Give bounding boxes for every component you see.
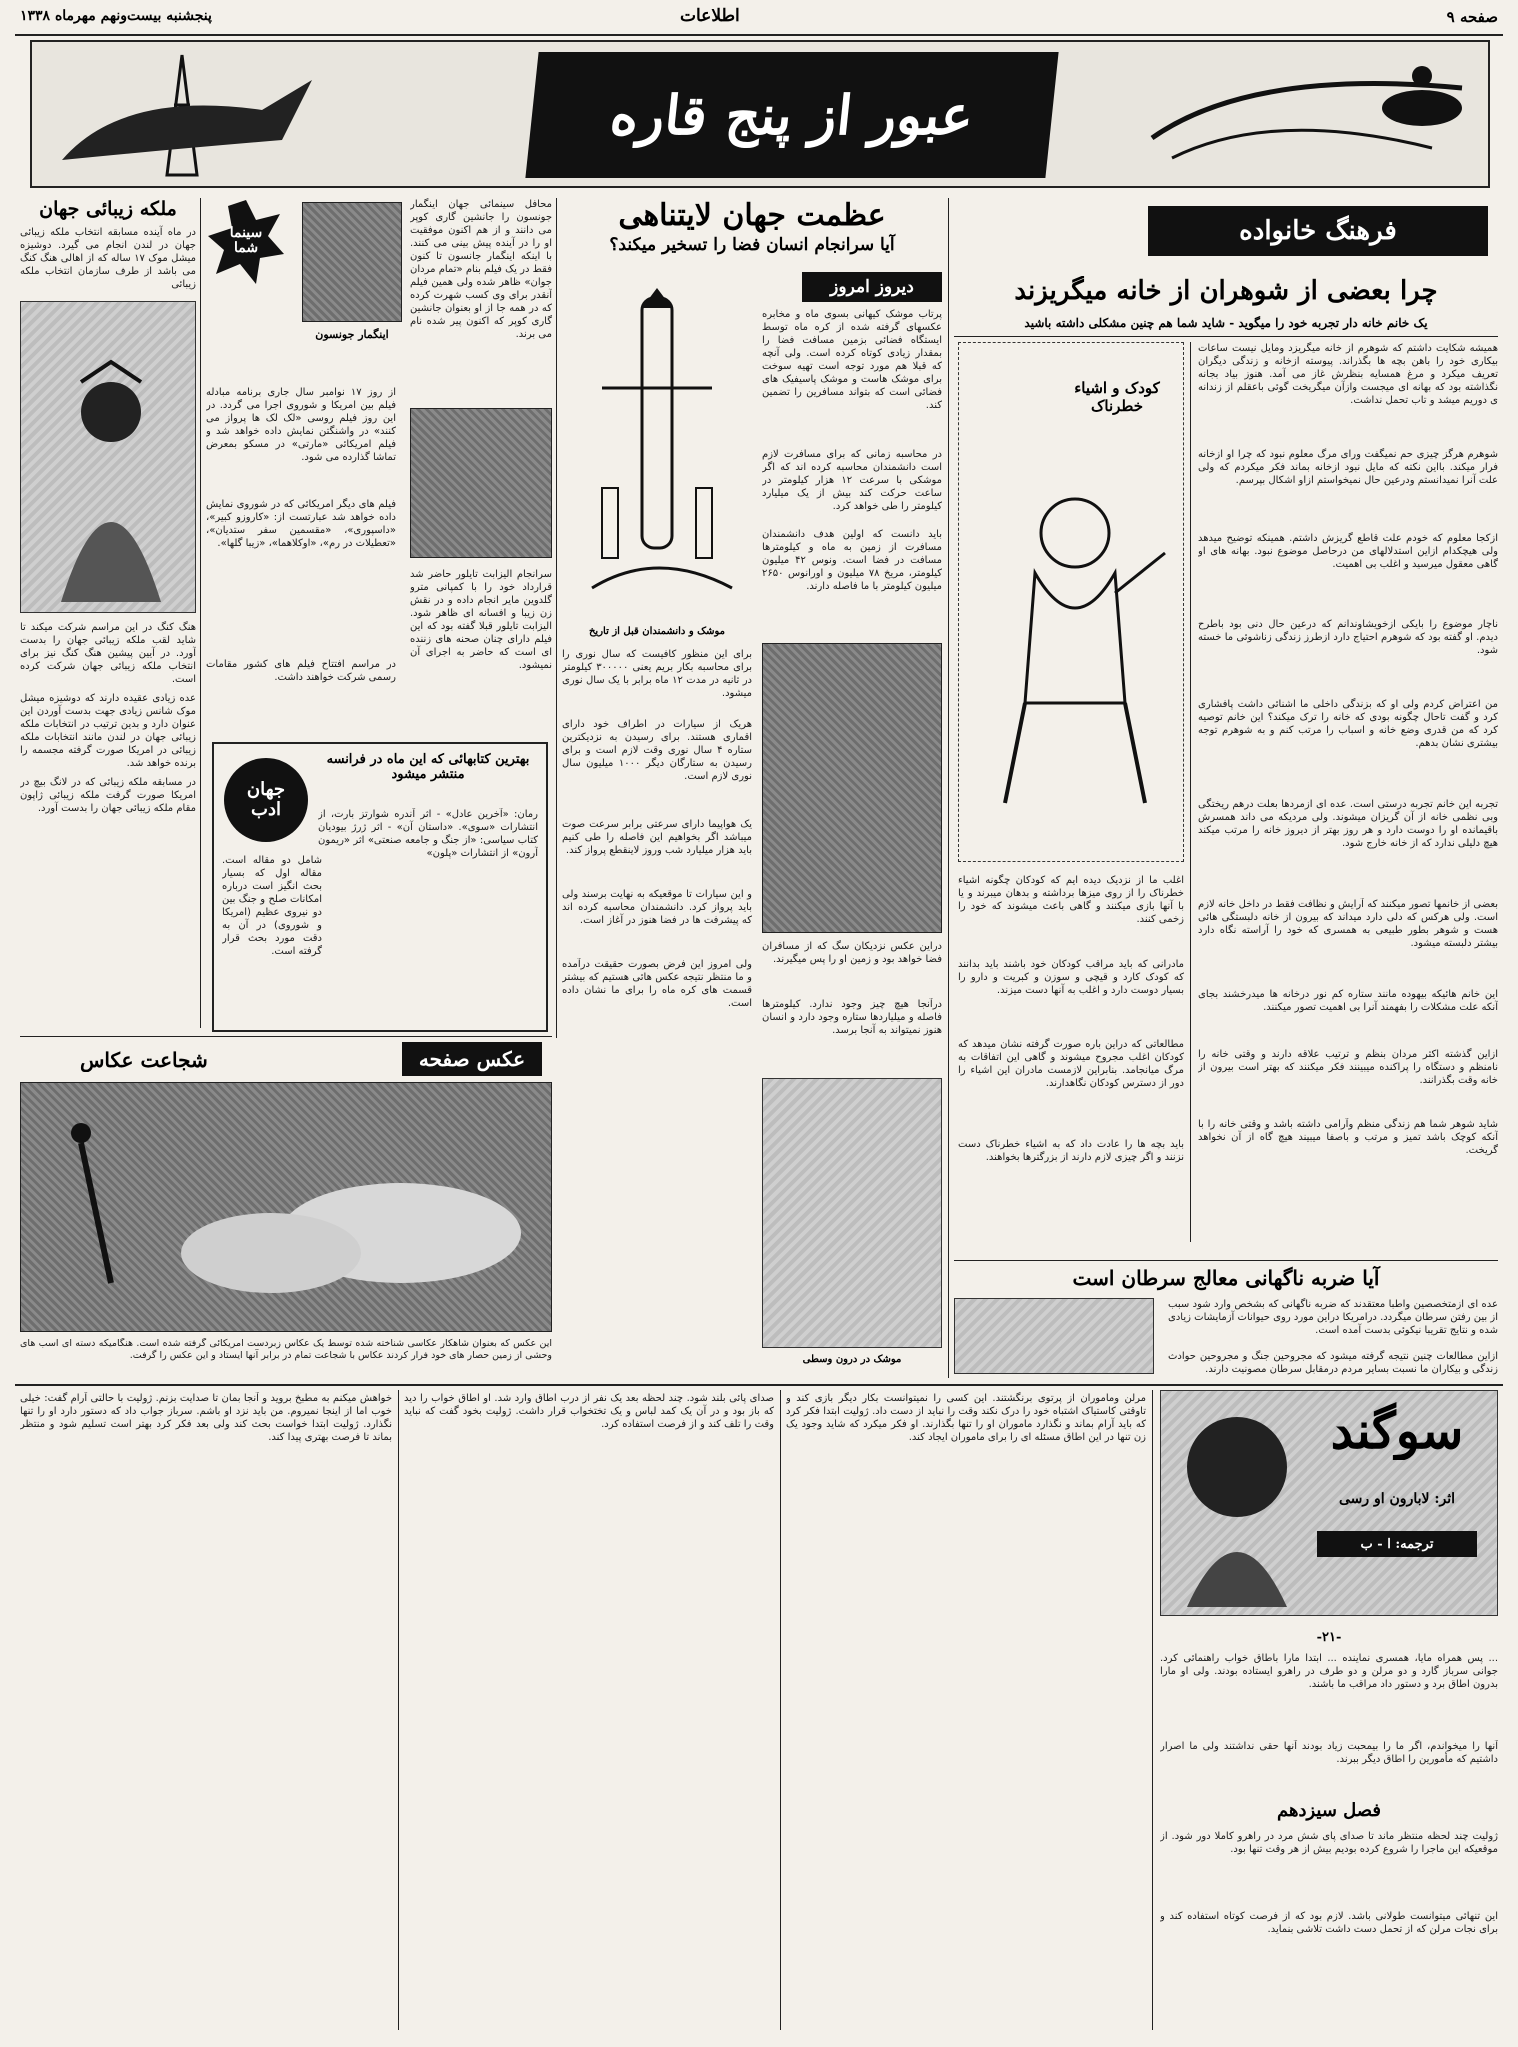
- horses-photo: [20, 1082, 552, 1332]
- taylor-caption: سرانجام الیزابت تایلور حاضر شد قرارداد خود را با کمپانی مترو گلدوین مایر انجام داده و در نقش زن زیبا و افسانه ای ظاهر شود. الیزابت تایلور قبلا گفته بود که این فیلم دارای چنان صحنه های زننده ای است که حاضر به اجرای آن نمیشود.: [410, 569, 552, 671]
- space-title: عظمت جهان لایتناهی: [618, 198, 886, 233]
- space-para-7: و این سیارات تا موقعیکه به نهایت برسند ولی باید پرواز کرد. دانشمندان محاسبه کرده اند که پیشرفت ها در فضا هنوز در آغاز است.: [562, 889, 752, 926]
- dog-caption: دراین عکس نزدیکان سگ که از مسافران فضا خواهد بود و زمین او را پس میگیرند.: [762, 941, 942, 965]
- queen-section: [20, 198, 196, 1028]
- page-header: [20, 6, 1498, 32]
- woman-portrait-icon: [1167, 1397, 1307, 1607]
- rocket-caption: موشک و دانشمندان قبل از تاریخ: [588, 626, 726, 637]
- space-subtitle: آیا سرانجام انسان فضا را تسخیر میکند؟: [609, 235, 895, 255]
- serial-column-3: صدای پائی بلند شود. چند لحظه بعد یک نفر از درب اطاق وارد شد. او اطاق خواب را دید که باز بود و در آن یک کمد لباس و یک تختخواب قرار داشت. ژولیت بخود گفت که نباید وقت را تلف کند و از فرصت استفاده کرد.: [404, 1393, 774, 1430]
- photo-feature-badge-box: [402, 1042, 542, 1076]
- space-para-3: باید دانست که اولین هدف دانشمندان مسافرت از زمین به ماه و کیلومترها مسافت در فضا است. ونوس ۴۲ میلیون کیلومتر، مریخ ۷۸ میلیون و اورانوس ۲۶۵۰ میلیون کیلومتر با ما فاصله دارند.: [762, 529, 942, 592]
- family-para-6: تجربه این خانم تجربه درستی است. عده ای ازمردها بعلت درهم ریختگی وبی نظمی خانه از آن گریزان میشوند. ولی مردیکه می داند همسرش باقیمانده او را دوست دارد و هر روز بهتر از دیروز خانه را مرتب میکند هیچ دلیلی ندارد که از خانه خارج شود.: [1198, 799, 1498, 849]
- serial-banner: [1160, 1390, 1498, 1616]
- queen-para-1: در ماه آینده مسابقه انتخاب ملکه زیبائی جهان در لندن انجام می گیرد. دوشیزه میشل موک ۱۷ ساله که از اهالی هنگ کنگ می باشد از طرف سازمان انتخاب ملکه زیبائی: [20, 227, 196, 290]
- space-label: دیروز امروز: [830, 277, 914, 297]
- serial-chapter-title: فصل سیزدهم: [1276, 1800, 1382, 1821]
- books-title: بهترین کتابهائی که این ماه در فرانسه منتشر میشود: [326, 752, 530, 782]
- cinema-para-2: فیلم های دیگر امریکائی که در شوروی نمایش داده خواهد شد عبارتست از: «کاروزو کبیر»، «داسپوری»، «مقسمین سفر ستدیان»، «تعطیلات در رم»، «اوکلاهما»، «زیبا گلها».: [206, 499, 396, 549]
- cinema-badge: [206, 198, 286, 288]
- family-para-1: همیشه شکایت داشتم که شوهرم از خانه میگریزد ومایل نیست ساعات بیکاری خود را باهن بچه ها بگذراند. پیوسته ازخانه و زندگی دیگران تعریف میکرد و مرغ همسایه بنظرش غاز می آمد. هنوز بیاد بجانه نگذاشته بود که بهانه ای میجست وازآن میگریخت گوئی باعقلم از زندانه ی دوریم میشد و تاب تحمل نداشت.: [1198, 343, 1498, 406]
- books-side: شامل دو مقاله است. مقاله اول که بسیار بحث انگیز است درباره امکانات صلح و جنگ بین دو نیروی عظیم (امریکا و شوروی) در آن به دقت مورد بحث قرار گرفته است.: [222, 855, 322, 957]
- serial-para-1: ... پس همراه مایا، همسری نماینده ... ابتدا مارا باطاق خواب راهنمائی کرد. جوانی سرباز گارد و دو مرلن و دو طرف در راهرو ایستاده بودند. ولی او مارا بدرون اطاق برد و دستور داد مراقب ما باشند.: [1160, 1653, 1498, 1690]
- queen-figure-icon: [21, 302, 195, 610]
- family-title: چرا بعضی از شوهران از خانه میگریزند: [1014, 276, 1438, 306]
- family-para-5: من اعتراض کردم ولی او که بزندگی داخلی ما اشنائی داشت پافشاری کرد و گفت تاحال چگونه بودی که خانه را ترک میکند؟ این خانم توصیه کرد که من قدری وضع خانه و اسباب را مرتب کنم و به شوهرم توجه بیشتری نشان بدهم.: [1198, 699, 1498, 749]
- family-badge-box: [1148, 206, 1488, 256]
- banner-title: عبور از پنج قاره: [607, 83, 977, 147]
- cinema-para-1: از روز ۱۷ نوامبر سال جاری برنامه مبادله فیلم بین امریکا و شوروی اجرا می گردد. در این روز فیلم روسی «لک لک ها پرواز می کنند» در واشنگتن نمایش داده خواهد شد و فیلم امریکائی «مارتی» در مسکو بمعرض تماشا گذارده می شود.: [206, 387, 396, 463]
- kids-para-1: اغلب ما از نزدیک دیده ایم که کودکان چگونه اشیاء خطرناک را از روی میزها برداشته و بدهان میبرند و یا با آنها بازی میکنند و گاهی باعث میشوند که خود را زخمی کنند.: [958, 875, 1184, 925]
- photo-feature-caption: این عکس که بعنوان شاهکار عکاسی شناخته شده توسط یک عکاس زبردست امریکائی گرفته شده است. هنگامیکه دسته ای اسب های وحشی از زمین حصار های خود فرار کردند عکاس با شجاعت تمام در برابر آنها ایستاد و این عکس را گرفت.: [20, 1338, 552, 1362]
- queen-para-2: هنگ کنگ در این مراسم شرکت میکند تا شاید لقب ملکه زیبائی جهان را بدست آورد. در آیین پیشین هنگ کنگ نیز برای انتخاب ملکه زیبائی جهان شرکت کرده است.: [20, 622, 196, 685]
- kids-para-3: مطالعاتی که دراین باره صورت گرفته نشان میدهد که کودکان اغلب مجروح میشوند و گاهی این اتفاقات به مرگ میانجامد. بنابراین لازمست مادران این اشیاء را دور از دسترس کودکان نگاهدارند.: [958, 1039, 1184, 1089]
- space-para-6: یک هواپیما دارای سرعتی برابر سرعت صوت میباشد اگر بخواهیم این فاصله را طی کنیم باید هزار میلیارد شب وروز لاینقطع پرواز کند.: [562, 819, 752, 856]
- kids-title: کودک و اشیاء خطرناک: [1074, 379, 1160, 415]
- horses-figure-icon: [21, 1083, 551, 1331]
- family-para-9: ازاین گذشته اکثر مردان بنظم و ترتیب علاقه دارند و وقتی خانه را نامنظم و دستگاه را پراکنده میبینند فکر میکنند که بهتر است بیرون از خانه وقت بگذرانند.: [1198, 1049, 1498, 1086]
- photo-feature-badge: عکس صفحه: [418, 1047, 526, 1071]
- cinema-badge-label: سینما شما: [229, 226, 263, 257]
- johnson-caption: اینگمار جونسون: [315, 328, 389, 341]
- books-badge-label: جهان ادب: [246, 779, 286, 820]
- family-subtitle: یک خانم خانه دار تجربه خود را میگوید - شاید شما هم چنین مشکلی داشته باشید: [1024, 316, 1428, 330]
- serial-main-column: [1160, 1390, 1498, 2030]
- family-para-7: بعضی از خانمها تصور میکنند که آرایش و نظافت فقط در داخل خانه لازم است. ولی هرکس که دلی دارد میداند که بیرون از خانه دلبستگی هائی هست و شوهر بطور طبیعی به همسری که خود را آراسته نگاه دارد بیشتر دلبسته میشود.: [1198, 899, 1498, 949]
- queen-para-4: در مسابقه ملکه زیبائی که در لانگ بیچ در امریکا صورت گرفت ملکه زیبائی ژاپون مقام ملکه زیبائی جهان را بدست آورد.: [20, 777, 196, 814]
- cinema-intro: محافل سینمائی جهان اینگمار جونسون را جانشین گاری کوپر می دانند و از هم اکنون موفقیت او را در آینده پیش بینی می کنند. با اینکه اینگمار جانسون تا کنون فقط در یک فیلم بنام «تمام مردان جوان» ظاهر شده ولی همین فیلم آنقدر برای وی کسب شهرت کرده که در همه جا از او بعنوان جانشین گاری کوپر که اکنون پیر شده نام می برند.: [410, 199, 552, 340]
- kids-para-2: مادرانی که باید مراقب کودکان خود باشند باید بدانند که کودک کارد و قیچی و سوزن و کبریت و دارو را بسیار دوست دارد و اغلب به آنها دست میزند.: [958, 959, 1184, 996]
- queen-title: ملکه زیبائی جهان: [39, 198, 177, 220]
- serial-column-2: مرلن وماموران از پرتوی برنگشتند. این کسی را نمیتوانست بکار دیگر بازی کند و تاوقتی کاستیاک اشتباه خود را درک نکند وقت را نباید از دست داد. ژولیت ابتدا فکر کرد که باید آرام بماند و نگذارد ماموران او را تنها بگذارند. او فکر میکرد که شاید وجود یک زن تنها در این اطاق مسئله ای را برای ماموران ایجاد کند.: [786, 1393, 1146, 1443]
- eiffel-illustration: [42, 50, 332, 180]
- family-para-3: ازکجا معلوم که خودم علت قاطع گریزش داشتم. همینکه توضیح میدهد ولی هیچکدام ازاین استدلالهای من درحاصل موضوع نبود. بهانه های او گاهی معقول میرسید و اغلب بی اهمیت.: [1198, 533, 1498, 570]
- banner: [30, 40, 1490, 188]
- kids-para-4: باید بچه ها را عادت داد که به اشیاء خطرناک دست نزنند و اگر چیزی لازم دارند از بزرگترها بخواهند.: [958, 1139, 1184, 1163]
- taylor-photo: [410, 408, 552, 558]
- space-para-4: برای این منظور کافیست که سال نوری را برای محاسبه بکار بریم یعنی ۳۰۰۰۰۰ کیلومتر در ثانیه در مدت ۱۲ ماه برابر با یک سال نوری میشود.: [562, 649, 752, 699]
- space-para-9: درآنجا هیچ چیز وجود ندارد. کیلومترها فاصله و میلیاردها ستاره وجود دارد و انسان هنوز نمیتواند به آنجا برسد.: [762, 999, 942, 1036]
- child-illustration: [965, 443, 1175, 833]
- paper-name: اطلاعات: [680, 6, 740, 26]
- serial-column-4: خواهش میکنم به مطبخ بروید و آنجا بمان تا صدایت بزنم. ژولیت با حالتی آرام گفت: خیلی خوب اما از اینجا نمیروم. من باید نزد او باشم. سرباز جواب داد که دستور دارد او را تنها نگذارد. ژولیت ابتدا خواست بحث کند ولی بعد فکر کرد بهتر است تسلیم شود و منتظر بماند تا فرصت بهتری پیدا کند.: [20, 1393, 392, 1443]
- books-box: [212, 742, 548, 1032]
- serial-author: اثر: لابارون او رسی: [1338, 1491, 1456, 1507]
- cancer-para-2: ازاین مطالعات چنین نتیجه گرفته میشود که مجروحین جنگ و مجروحین حوادث زندگی و بیکاران ما نسبت بسایر مردم درمقابل سرطان مصونیت دارند.: [1168, 1351, 1498, 1375]
- books-badge: [224, 758, 308, 842]
- space-para-2: در محاسبه زمانی که برای مسافرت لازم است دانشمندان محاسبه کرده اند که اگر موشکی با سرعت ۱۲ هزار کیلومتر در ساعت حرکت کند بیش از یک میلیارد کیلومتر را طی خواهد کرد.: [762, 449, 942, 512]
- cinema-para-3: در مراسم افتتاح فیلم های کشور مقامات رسمی شرکت خواهند داشت.: [206, 659, 396, 683]
- page-number: صفحه ۹: [1446, 8, 1498, 26]
- johnson-photo: [302, 202, 402, 322]
- family-para-10: شاید شوهر شما هم زندگی منظم وآرامی داشته باشد و وقتی خانه را با آنکه کوچک باشد تمیز و مرتب و باصفا میبیند هیچ گاه از آن نخواهد گریخت.: [1198, 1119, 1498, 1156]
- cancer-para-1: عده ای ازمتخصصین واطبا معتقدند که ضربه ناگهانی که بشخص وارد شود سبب از بین رفتن سرطان میگردد. درامریکا دراین مورد روی حیوانات آزمایشات زیادی شده و نتایج تقریبا نیکوئی بدست آمده است.: [1168, 1299, 1498, 1336]
- family-badge: فرهنگ خانواده: [1239, 216, 1397, 246]
- rocket-illustration: [562, 288, 752, 618]
- queen-para-3: عده زیادی عقیده دارند که دوشیزه میشل موک شانس زیادی جهت بدست آوردن این عنوان دارد و بدین ترتیب در انتخابات ملکه زیبائی جهان در لندن مانند انتخابات ملکه زیبائی در امریکا صورت گرفته مجسمه را برنده خواهد شد.: [20, 693, 196, 769]
- queen-photo: [20, 301, 196, 613]
- photo-feature-title: شجاعت عکاس: [80, 1048, 208, 1072]
- cancer-section: [954, 1266, 1498, 1378]
- serial-translator: ترجمه: ا - ب: [1360, 1536, 1434, 1552]
- space-para-1: پرتاب موشک کیهانی بسوی ماه و مخابره عکسهای گرفته شده از کره ماه توسط ایستگاه فضائی بزمین مسافت فضا را بمقدار زیادی کوتاه کرده است. ولی آنچه که قبلا هم مورد توجه است تهیه سوخت برای موشک هاست و موشک پاسیفیک های فضائی است که بتواند مسافرین را تضمین کند.: [762, 309, 942, 411]
- family-para-2: شوهرم هرگز چیزی حم نمیگفت ورای مرگ معلوم نبود که چرا او ازخانه فرار میکند. بااین نکته که مایل نبود ازخانه بماند فکر میکردم که ولی علت آنرا نمیدانستم ودرعین حال نمیخواستم ازاو اشکال بپرسم.: [1198, 449, 1498, 486]
- launch-caption: موشک در درون وسطی: [802, 1354, 902, 1365]
- family-para-8: این خانم هائیکه بیهوده مانند ستاره کم نور درخانه ها میدرخشند بجای آنکه علت مشکلات را بفهمند آنرا بی اهمیت تصور میکنند.: [1198, 989, 1498, 1013]
- banner-title-box: [525, 52, 1058, 178]
- space-label-box: [802, 272, 942, 302]
- kids-box: [958, 342, 1184, 862]
- launch-illustration: [762, 1078, 942, 1348]
- space-para-8: ولی امروز این فرض بصورت حقیقت درآمده و ما منتظر نتیجه عکس هائی هستیم که بیشتر قسمت های کره ماه را برای ما نشان داده است.: [562, 959, 752, 1009]
- cancer-illustration: [954, 1298, 1154, 1374]
- family-section: [954, 198, 1498, 1258]
- serial-chapter-number: -۲۱-: [1316, 1630, 1342, 1645]
- family-para-4: ناچار موضوع را بایکی ازخویشاوندانم که درعین حال دنی بود باطرح دیدم. او گفته بود که شوهرم احتیاج دارد ازطرز زندگی زناشوئی ما خسته شود.: [1198, 619, 1498, 656]
- serial-para-4: این تنهائی میتوانست طولانی باشد. لازم بود که از فرصت کوتاه استفاده کند و برای نجات مرلن که از تحمل دست داشت تلاشی بنماید.: [1160, 1911, 1498, 1935]
- space-section: [562, 198, 942, 1376]
- serial-translator-box: [1317, 1531, 1477, 1557]
- issue-date: پنجشنبه بیست‌ونهم مهرماه ۱۳۳۸: [20, 8, 212, 24]
- books-items: رمان: «آخرین عادل» - اثر آندره شوارتز بارت، از انتشارات «سوی». «داستان آن» - اثر ژرژ بیودیان کتاب سیاسی: «از جنگ و جامعه صنعتی» اثر «ریمون آرون» از انتشارات «پلون»: [318, 809, 538, 859]
- space-para-5: هریک از سیارات در اطراف خود دارای اقماری هستند. برای رسیدن به نزدیکترین ستاره ۴ سال نوری وقت لازم است و برای رسیدن به ستارگان دیگر ۱۰۰۰ میلیون سال نوری لازم است.: [562, 719, 752, 782]
- serial-para-2: آنها را میخواندم، اگر ما را بیمحبت زیاد بودند آنها حقی نداشتند ولی ما اصرار داشتیم که مأمورین را اطاق دیگر ببرند.: [1160, 1741, 1498, 1765]
- serial-title: سوگند: [1330, 1401, 1464, 1460]
- cinema-section: [206, 198, 552, 728]
- dancer-illustration: [1132, 48, 1482, 184]
- cancer-title: آیا ضربه ناگهانی معالج سرطان است: [1072, 1266, 1380, 1290]
- serial-para-3: ژولیت چند لحظه منتظر ماند تا صدای پای شش مرد در راهرو کاملا دور شود. از موقعیکه این ماجرا را شروع کرده بودیم بیش از هر وقت تنها بود.: [1160, 1831, 1498, 1855]
- dog-photo: [762, 643, 942, 933]
